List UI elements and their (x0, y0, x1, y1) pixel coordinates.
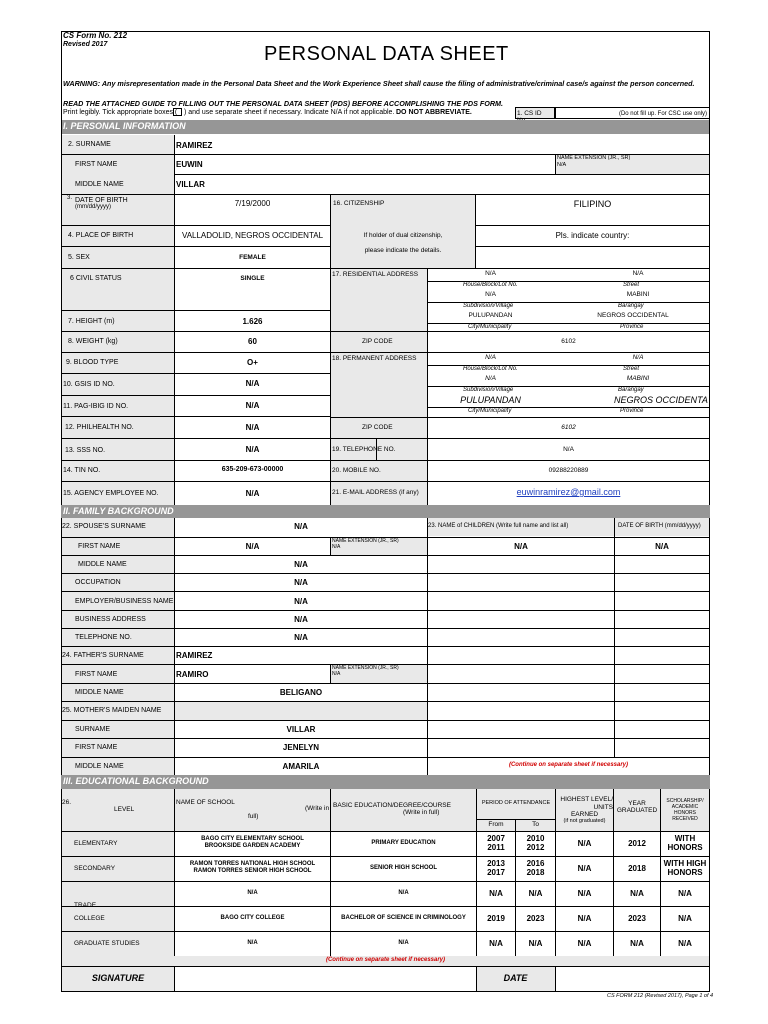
child-dob-value[interactable]: N/A (655, 542, 669, 551)
mother-first-value[interactable]: JENELYN (282, 743, 320, 752)
father-surname-label: 24. FATHER'S SURNAME (62, 652, 144, 659)
gsis-value[interactable]: N/A (245, 379, 260, 388)
edu-course-0[interactable]: PRIMARY EDUCATION (371, 840, 436, 846)
res-subd[interactable]: N/A (485, 291, 496, 298)
res-city[interactable]: PULUPANDAN (468, 312, 513, 319)
edu-school-4[interactable]: N/A (247, 940, 258, 946)
occupation-value[interactable]: N/A (294, 578, 308, 587)
spouse-surname-label: 22. SPOUSE'S SURNAME (62, 523, 146, 530)
edu-school-3[interactable]: BAGO CITY COLLEGE (220, 915, 285, 921)
tick-box (173, 108, 182, 116)
res-prov[interactable]: NEGROS OCCIDENTAL (597, 312, 669, 319)
edu-from2-0[interactable]: 2011 (487, 843, 505, 852)
perm-house[interactable]: N/A (485, 354, 496, 361)
gsis-label: 10. GSIS ID NO. (63, 381, 115, 388)
edu-level-col (62, 831, 174, 956)
sss-value[interactable]: N/A (245, 445, 260, 454)
section-family-header: II. FAMILY BACKGROUND (61, 505, 710, 518)
mobile-label: 20. MOBILE NO. (332, 467, 381, 474)
edu-honors-3[interactable]: N/A (678, 914, 692, 923)
mother-middle-label: MIDDLE NAME (75, 763, 124, 770)
spouse-ext-label: NAME EXTENSION (JR., SR) (332, 538, 399, 544)
edu-from-4[interactable]: N/A (489, 939, 503, 948)
sss-label: 13. SSS NO. (65, 447, 106, 454)
dob-value[interactable]: 7/19/2000 (234, 199, 271, 208)
edu-units-2[interactable]: N/A (577, 889, 592, 898)
mother-surname-value[interactable]: VILLAR (286, 725, 316, 734)
units-b: UNITS (593, 804, 613, 811)
edu-school-label-a: NAME OF SCHOOL (176, 799, 235, 806)
edu-level-0: ELEMENTARY (74, 840, 118, 847)
surname-value[interactable]: RAMIREZ (176, 141, 213, 150)
edu-course-label-a: BASIC EDUCATION/DEGREE/COURSE (333, 802, 451, 809)
edu-from-1[interactable]: 2013 (487, 859, 505, 868)
edu-from-label: From (488, 821, 504, 828)
first-name-value[interactable]: EUWIN (176, 160, 203, 169)
year-b: GRADUATED (616, 807, 658, 814)
signature-label: SIGNATURE (91, 973, 145, 983)
edu-year-3[interactable]: 2023 (628, 914, 646, 923)
edu-to-4[interactable]: N/A (528, 939, 543, 948)
dual-note-b: please indicate the details. (364, 247, 442, 254)
perm-brgy-lbl: Barangay (618, 387, 644, 393)
perm-subd[interactable]: N/A (485, 375, 496, 382)
pagibig-label: 11. PAG-IBIG ID NO. (63, 403, 129, 410)
perm-zip-label: ZIP CODE (362, 424, 393, 431)
edu-to2-0[interactable]: 2012 (526, 843, 545, 852)
pagibig-value[interactable]: N/A (245, 401, 260, 410)
edu-from2-1[interactable]: 2017 (487, 868, 505, 877)
edu-course-label-b: (Write in full) (403, 809, 440, 816)
res-subd-lbl: Subdivision/Village (463, 303, 514, 309)
print-note-a: Print legibly. Tick appropriate boxes ( (63, 109, 178, 116)
form-revised: Revised 2017 (63, 41, 108, 48)
father-surname-value[interactable]: RAMIREZ (176, 651, 213, 660)
edu-year-label (614, 800, 660, 814)
edu-course-1[interactable]: SENIOR HIGH SCHOOL (369, 865, 437, 871)
spouse-first-value[interactable]: N/A (245, 542, 260, 551)
surname-label: 2. SURNAME (68, 141, 111, 148)
father-middle-label: MIDDLE NAME (75, 689, 124, 696)
mother-header-fill (174, 701, 427, 720)
edu-to-label: To (532, 821, 539, 828)
edu-to2-1[interactable]: 2018 (526, 868, 545, 877)
email-label: 21. E-MAIL ADDRESS (if any) (332, 489, 419, 496)
edu-course-2[interactable]: N/A (398, 890, 409, 896)
no-abbrev: DO NOT ABBREVIATE. (396, 109, 472, 116)
weight-value[interactable]: 60 (248, 337, 257, 346)
edu-units-note: (if not graduated) (563, 818, 606, 824)
edu-continue-note: (Continue on separate sheet if necessary) (325, 957, 446, 963)
res-zip-label: ZIP CODE (362, 338, 393, 345)
blood-value[interactable]: O+ (247, 358, 258, 367)
res-address-block (428, 269, 709, 331)
res-zip-value[interactable]: 6102 (561, 338, 576, 345)
dob-num: 3. (67, 195, 73, 201)
tin-value[interactable]: 635-209-673-00000 (221, 466, 284, 473)
mother-surname-label: SURNAME (75, 726, 111, 733)
edu-from-2[interactable]: N/A (489, 889, 503, 898)
edu-from-0[interactable]: 2007 (487, 834, 505, 843)
perm-street[interactable]: N/A (632, 354, 644, 361)
edu-to-0[interactable]: 2010 (526, 834, 545, 843)
edu-year-0[interactable]: 2012 (628, 839, 646, 848)
perm-brgy[interactable]: MABINI (626, 375, 650, 382)
edu-to-3[interactable]: 2023 (526, 914, 545, 923)
edu-units-0[interactable]: N/A (577, 839, 592, 848)
guide-text: READ THE ATTACHED GUIDE TO FILLING OUT THE PERSONAL DATA SHEET (PDS) BEFORE ACCOMPLISHING THE PDS FORM. (63, 99, 504, 108)
agency-value[interactable]: N/A (245, 489, 260, 498)
edu-units-1[interactable]: N/A (577, 864, 592, 873)
dob-label: DATE OF BIRTH (75, 197, 128, 204)
child-name-value[interactable]: N/A (514, 542, 528, 551)
signature-field[interactable] (176, 968, 474, 990)
spouse-ext-value[interactable]: N/A (332, 544, 341, 550)
edu-units-label (556, 796, 613, 812)
honors-b: ACADEMIC (671, 804, 699, 810)
res-address-label: 17. RESIDENTIAL ADDRESS (332, 271, 419, 278)
pob-label: 4. PLACE OF BIRTH (68, 232, 134, 239)
year-a: YEAR (628, 800, 646, 807)
edu-honors-2[interactable]: N/A (678, 889, 692, 898)
edu-honors2-1[interactable]: HONORS (667, 868, 703, 877)
email-value[interactable]: euwinramirez@gmail.com (516, 487, 621, 497)
height-value[interactable]: 1.626 (242, 317, 263, 326)
honors-a: SCHOLARSHIP/ (666, 798, 704, 804)
edu-school-label-b: (Write in (305, 805, 330, 812)
ext-label: NAME EXTENSION (JR., SR) (557, 155, 631, 161)
child-dob-label: DATE OF BIRTH (mm/dd/yyyy) (618, 523, 701, 529)
mother-label: 25. MOTHER'S MAIDEN NAME (62, 707, 162, 714)
dual-note-a: If holder of dual citizenship, (363, 232, 443, 239)
section-education-header: III. EDUCATIONAL BACKGROUND (61, 775, 710, 789)
employer-value[interactable]: N/A (294, 597, 308, 606)
mother-first-label: FIRST NAME (75, 744, 118, 751)
spouse-middle-label: MIDDLE NAME (78, 561, 127, 568)
perm-address-label: 18. PERMANENT ADDRESS (332, 355, 417, 362)
edu-school-1[interactable]: RAMON TORRES NATIONAL HIGH SCHOOL (189, 861, 316, 867)
spouse-first-label: FIRST NAME (78, 543, 121, 550)
spouse-surname-value[interactable]: N/A (294, 522, 308, 531)
res-city-lbl: City/Municipality (468, 324, 512, 330)
edu-honors-1[interactable]: WITH HIGH (663, 859, 707, 868)
family-continue-note: (Continue on separate sheet if necessary) (508, 762, 629, 768)
perm-prov-lbl: Province (620, 408, 644, 414)
dob-format: (mm/dd/yyyy) (75, 204, 111, 210)
telephone-value[interactable]: N/A (563, 446, 574, 453)
philhealth-label: 12. PHILHEALTH NO. (65, 424, 134, 431)
edu-from-3[interactable]: 2019 (487, 914, 505, 923)
perm-city[interactable]: PULUPANDAN (460, 395, 521, 405)
warning-text: WARNING: Any misrepresentation made in the Personal Data Sheet and the Work Experience Sheet shall cause the filing of administrative/criminal case/s against the person concerned. (63, 79, 695, 88)
edu-level-1: SECONDARY (74, 865, 116, 872)
country-prompt[interactable]: Pls. indicate country: (555, 231, 630, 240)
edu-school-label-c: full) (248, 813, 259, 820)
business-address-label: BUSINESS ADDRESS (75, 616, 146, 623)
perm-subd-lbl: Subdivision/Village (463, 387, 514, 393)
res-street[interactable]: N/A (632, 270, 644, 277)
father-first-label: FIRST NAME (75, 671, 118, 678)
blood-label: 9. BLOOD TYPE (66, 359, 119, 366)
edu-period-label: PERIOD OF ATTENDANCE (481, 800, 551, 806)
sex-label: 5. SEX (68, 254, 90, 261)
edu-num: 26. (62, 799, 72, 806)
philhealth-value[interactable]: N/A (245, 423, 260, 432)
citizenship-label: 16. CITIZENSHIP (333, 200, 385, 207)
edu-course-4[interactable]: N/A (398, 940, 409, 946)
edu-school-2[interactable]: N/A (247, 890, 258, 896)
section-personal-header: I. PERSONAL INFORMATION (61, 120, 710, 134)
res-house[interactable]: N/A (485, 270, 496, 277)
occupation-label: OCCUPATION (75, 579, 121, 586)
edu-honors-label (661, 798, 709, 822)
edu-units-4[interactable]: N/A (577, 939, 592, 948)
edu-course-3[interactable]: BACHELOR OF SCIENCE IN CRIMINOLOGY (341, 915, 466, 921)
edu-honors-4[interactable]: N/A (678, 939, 692, 948)
edu-school-0[interactable]: BAGO CITY ELEMENTARY SCHOOL (201, 836, 304, 842)
weight-label: 8. WEIGHT (kg) (68, 338, 118, 345)
father-ext-label: NAME EXTENSION (JR., SR) (332, 665, 399, 671)
page-title: PERSONAL DATA SHEET (264, 43, 509, 65)
middle-name-label: MIDDLE NAME (75, 181, 124, 188)
res-street-lbl: Street (623, 282, 640, 288)
honors-d: RECEIVED (672, 816, 698, 822)
perm-prov[interactable]: NEGROS OCCIDENTA (614, 395, 708, 405)
edu-level-4: GRADUATE STUDIES (74, 940, 140, 947)
form-code: CS Form No. 212 (63, 31, 128, 40)
pob-value[interactable]: VALLADOLID, NEGROS OCCIDENTAL (181, 231, 324, 240)
citizenship-value[interactable]: FILIPINO (573, 199, 612, 209)
res-brgy-lbl: Barangay (618, 303, 644, 309)
agency-label: 15. AGENCY EMPLOYEE NO. (63, 490, 159, 497)
business-address-value[interactable]: N/A (294, 615, 308, 624)
spouse-middle-value[interactable]: N/A (294, 560, 308, 569)
res-prov-lbl: Province (620, 324, 644, 330)
cs-id-label: 1. CS ID (515, 107, 555, 119)
perm-street-lbl: Street (623, 366, 640, 372)
tin-label: 14. TIN NO. (63, 467, 101, 474)
edu-school2-0[interactable]: BROOKSIDE GARDEN ACADEMY (204, 843, 301, 849)
telephone-label: 19. TELEPHONE NO. (332, 446, 396, 453)
edu-level-label: LEVEL (114, 806, 135, 813)
employer-label: EMPLOYER/BUSINESS NAME (75, 598, 174, 605)
edu-year-4[interactable]: N/A (630, 939, 644, 948)
sex-value[interactable]: FEMALE (239, 254, 266, 261)
edu-to-2[interactable]: N/A (528, 889, 543, 898)
edu-honors-0[interactable]: WITH (674, 834, 696, 843)
height-label: 7. HEIGHT (m) (68, 318, 115, 325)
civil-value[interactable]: SINGLE (240, 275, 265, 282)
edu-school2-1[interactable]: RAMON TORRES SENIOR HIGH SCHOOL (193, 868, 312, 874)
edu-to-1[interactable]: 2016 (526, 859, 545, 868)
middle-name-value[interactable]: VILLAR (176, 180, 205, 189)
perm-house-lbl: House/Block/Lot No. (463, 366, 518, 372)
edu-year-2[interactable]: N/A (630, 889, 644, 898)
edu-units-3[interactable]: N/A (577, 914, 592, 923)
father-first-value[interactable]: RAMIRO (176, 670, 209, 679)
ext-value[interactable]: N/A (557, 162, 567, 168)
cs-id-note: (Do not fill up. For CSC use only) (555, 107, 710, 119)
father-middle-value[interactable]: BELIGANO (279, 688, 323, 697)
mother-middle-value[interactable]: AMARILA (282, 762, 320, 771)
footer-note: CS FORM 212 (Revised 2017), Page 1 of 4 (607, 993, 714, 999)
civil-label: 6 CIVIL STATUS (70, 275, 122, 282)
perm-city-lbl: City/Municipality (468, 408, 512, 414)
res-house-lbl: House/Block/Lot No. (463, 282, 518, 288)
edu-honors2-0[interactable]: HONORS (667, 843, 703, 852)
date-field[interactable] (557, 968, 707, 990)
honors-c: HONORS (674, 810, 696, 816)
edu-year-1[interactable]: 2018 (628, 864, 646, 873)
spouse-tel-label: TELEPHONE NO. (75, 634, 132, 641)
res-brgy[interactable]: MABINI (626, 291, 650, 298)
mobile-value[interactable]: 09288220889 (548, 467, 589, 474)
units-a: HIGHEST LEVEL/ (560, 796, 613, 803)
edu-units-earned: EARNED (570, 811, 599, 818)
first-name-label: FIRST NAME (75, 161, 118, 168)
spouse-tel-value[interactable]: N/A (294, 633, 308, 642)
edu-level-3: COLLEGE (74, 915, 105, 922)
children-label: 23. NAME of CHILDREN (Write full name and list all) (428, 523, 569, 529)
date-label: DATE (503, 973, 528, 983)
perm-zip-value[interactable]: 6102 (561, 424, 576, 431)
edu-level-2: TRADE (74, 902, 97, 906)
father-ext-value[interactable]: N/A (332, 671, 341, 677)
print-note-b: ) and use separate sheet if necessary. Indicate N/A if not applicable. (184, 109, 395, 116)
perm-address-block (428, 353, 709, 417)
